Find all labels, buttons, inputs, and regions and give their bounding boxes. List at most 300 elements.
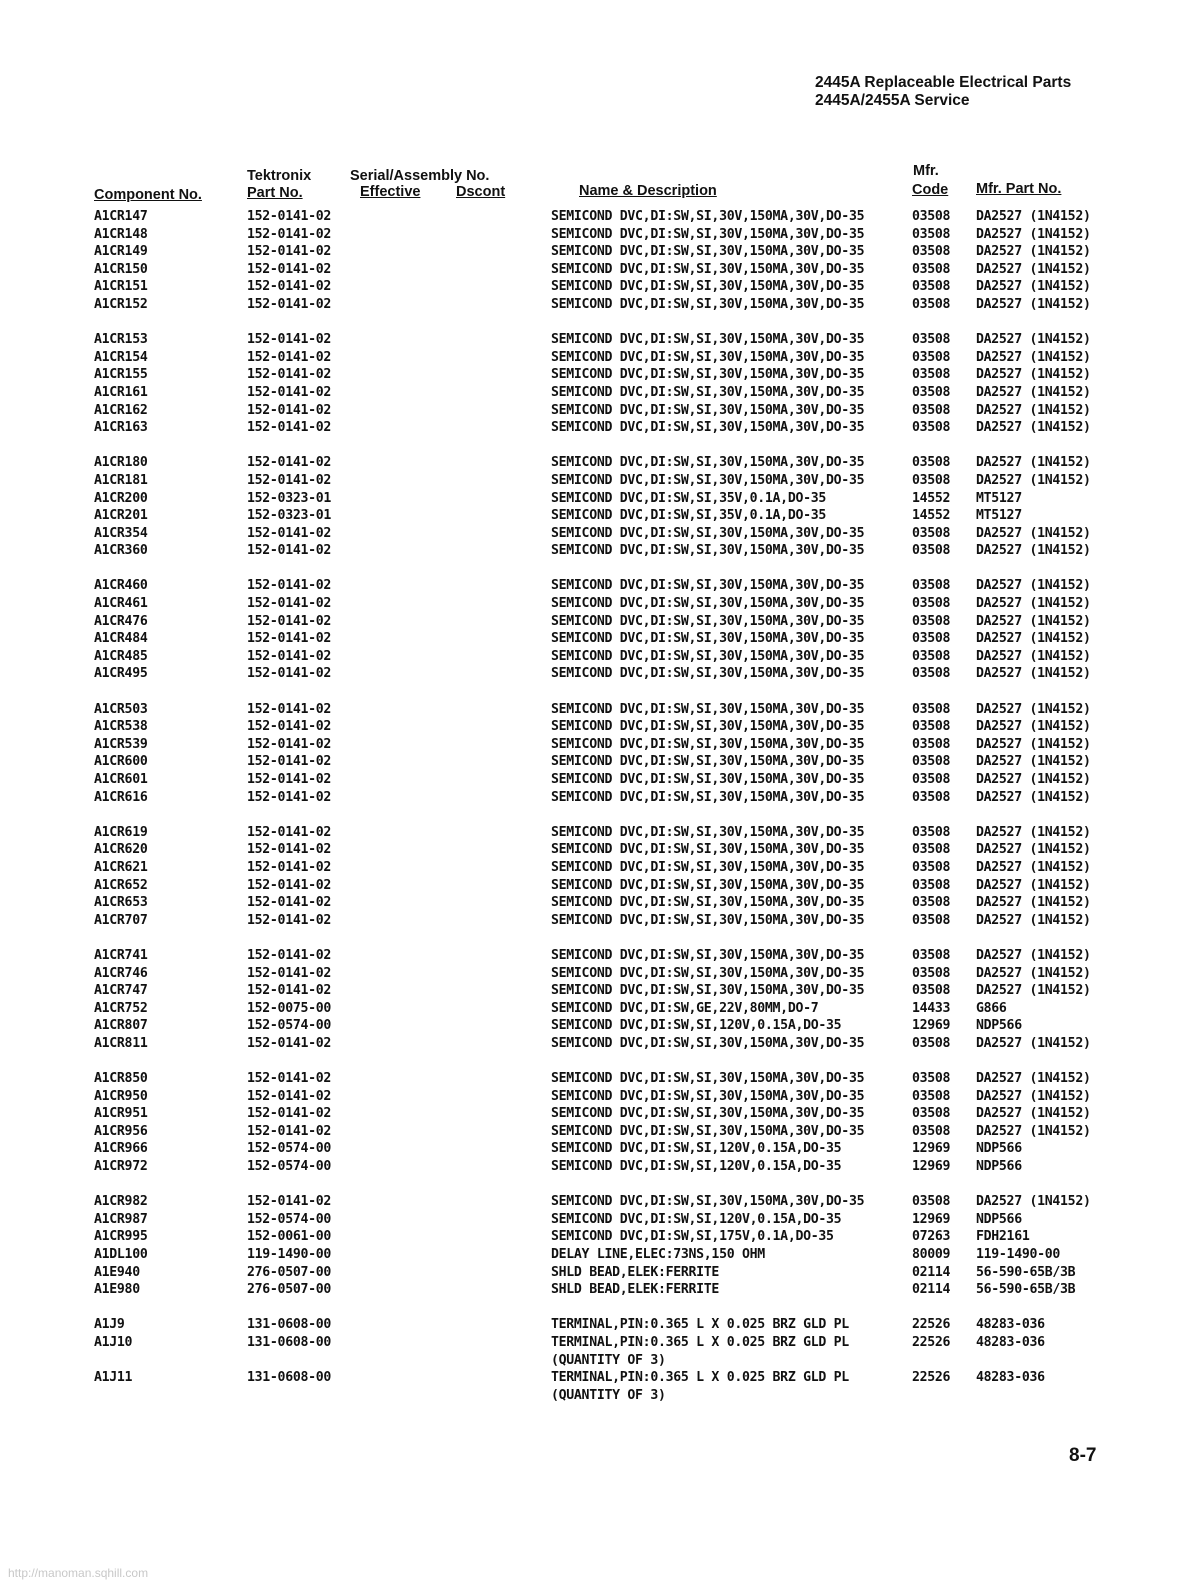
mfr-code-cell: 03508: [912, 1088, 951, 1104]
mfr-code-cell: 12969: [912, 1141, 951, 1157]
mfr-part-no-cell: NDP566: [976, 1141, 1022, 1157]
description-cell: SEMICOND DVC,DI:SW,SI,30V,150MA,30V,DO-35: [551, 965, 865, 981]
table-row: [0, 1369, 1200, 1387]
table-row: [0, 472, 1200, 490]
part-no-cell: 152-0141-02: [247, 1123, 332, 1139]
description-cell: SEMICOND DVC,DI:SW,SI,30V,150MA,30V,DO-35: [551, 578, 865, 594]
description-cell: SEMICOND DVC,DI:SW,SI,30V,150MA,30V,DO-35: [551, 543, 865, 559]
description-cell: (QUANTITY OF 3): [551, 1387, 666, 1403]
mfr-part-no-cell: 48283-036: [976, 1335, 1045, 1350]
mfr-code-cell: 03508: [912, 965, 951, 981]
table-row: [0, 1264, 1200, 1282]
table-row: [0, 226, 1200, 244]
mfr-code-cell: 03508: [912, 947, 951, 963]
part-no-cell: 152-0141-02: [247, 666, 332, 682]
description-cell: SEMICOND DVC,DI:SW,SI,30V,150MA,30V,DO-35: [551, 947, 865, 963]
component-no-cell: A1CR850: [94, 1071, 148, 1087]
description-cell: SEMICOND DVC,DI:SW,SI,30V,150MA,30V,DO-35: [551, 859, 865, 875]
mfr-code-cell: 03508: [912, 209, 951, 224]
table-row: [0, 490, 1200, 508]
part-no-cell: 152-0141-02: [247, 349, 332, 365]
description-cell: SEMICOND DVC,DI:SW,SI,30V,150MA,30V,DO-35: [551, 279, 865, 295]
mfr-part-no-cell: DA2527 (1N4152): [976, 420, 1091, 436]
parts-table: [0, 208, 1200, 1404]
mfr-code-cell: 14552: [912, 508, 951, 524]
col-part-no: Part No.: [247, 185, 303, 201]
component-no-cell: A1CR149: [94, 244, 148, 260]
table-row: [0, 331, 1200, 349]
mfr-code-cell: 22526: [912, 1335, 951, 1350]
page-header: [815, 74, 1071, 110]
mfr-code-cell: 12969: [912, 1211, 951, 1227]
mfr-code-cell: 12969: [912, 1018, 951, 1034]
component-no-cell: A1CR181: [94, 472, 148, 488]
description-cell: SEMICOND DVC,DI:SW,SI,30V,150MA,30V,DO-35: [551, 1088, 865, 1104]
table-row: [0, 1158, 1200, 1176]
mfr-code-cell: 03508: [912, 578, 951, 594]
table-row: [0, 841, 1200, 859]
description-cell: SHLD BEAD,ELEK:FERRITE: [551, 1282, 720, 1298]
description-cell: SEMICOND DVC,DI:SW,SI,30V,150MA,30V,DO-35: [551, 349, 865, 365]
component-no-cell: A1CR539: [94, 736, 148, 752]
description-cell: SEMICOND DVC,DI:SW,SI,30V,150MA,30V,DO-35: [551, 296, 865, 312]
component-no-cell: A1CR538: [94, 719, 148, 735]
row-group: [0, 208, 1200, 314]
description-cell: SEMICOND DVC,DI:SW,SI,30V,150MA,30V,DO-35: [551, 719, 865, 735]
mfr-code-cell: 03508: [912, 349, 951, 365]
col-tektronix: Tektronix: [247, 168, 312, 184]
description-cell: TERMINAL,PIN:0.365 L X 0.025 BRZ GLD PL: [551, 1335, 849, 1350]
description-cell: SEMICOND DVC,DI:SW,SI,30V,150MA,30V,DO-35: [551, 1071, 865, 1087]
component-no-cell: A1CR148: [94, 226, 148, 242]
table-row: [0, 1387, 1200, 1405]
part-no-cell: 131-0608-00: [247, 1317, 332, 1333]
mfr-part-no-cell: DA2527 (1N4152): [976, 842, 1091, 858]
part-no-cell: 152-0141-02: [247, 895, 332, 911]
mfr-code-cell: 02114: [912, 1264, 951, 1280]
mfr-part-no-cell: DA2527 (1N4152): [976, 209, 1091, 224]
part-no-cell: 152-0141-02: [247, 1088, 332, 1104]
component-no-cell: A1CR180: [94, 455, 148, 471]
mfr-code-cell: 12969: [912, 1159, 951, 1175]
mfr-part-no-cell: NDP566: [976, 1018, 1022, 1034]
part-no-cell: 152-0141-02: [247, 244, 332, 260]
mfr-code-cell: 03508: [912, 332, 951, 348]
description-cell: SEMICOND DVC,DI:SW,SI,30V,150MA,30V,DO-35: [551, 261, 865, 277]
mfr-part-no-cell: DA2527 (1N4152): [976, 824, 1091, 840]
footer-url: http://manoman.sqhill.com: [8, 1566, 149, 1580]
mfr-part-no-cell: DA2527 (1N4152): [976, 244, 1091, 260]
mfr-code-cell: 03508: [912, 596, 951, 612]
description-cell: SEMICOND DVC,DI:SW,SI,30V,150MA,30V,DO-35: [551, 877, 865, 893]
table-row: [0, 349, 1200, 367]
component-no-cell: A1CR163: [94, 420, 148, 436]
mfr-code-cell: 14433: [912, 1000, 951, 1016]
mfr-code-cell: 03508: [912, 772, 951, 787]
part-no-cell: 152-0141-02: [247, 877, 332, 893]
component-no-cell: A1CR746: [94, 965, 148, 981]
component-no-cell: A1CR972: [94, 1159, 148, 1175]
part-no-cell: 152-0141-02: [247, 947, 332, 963]
mfr-code-cell: 03508: [912, 1035, 951, 1051]
component-no-cell: A1CR162: [94, 402, 148, 418]
mfr-code-cell: 03508: [912, 736, 951, 752]
table-row: [0, 542, 1200, 560]
part-no-cell: 152-0141-02: [247, 613, 332, 629]
table-row: [0, 384, 1200, 402]
part-no-cell: 152-0141-02: [247, 965, 332, 981]
component-no-cell: A1CR150: [94, 261, 148, 277]
mfr-code-cell: 03508: [912, 367, 951, 383]
table-row: [0, 1193, 1200, 1211]
table-row: [0, 771, 1200, 789]
table-row: [0, 1017, 1200, 1035]
description-cell: SEMICOND DVC,DI:SW,SI,30V,150MA,30V,DO-35: [551, 613, 865, 629]
table-row: [0, 278, 1200, 296]
part-no-cell: 152-0141-02: [247, 772, 332, 787]
description-cell: SEMICOND DVC,DI:SW,SI,30V,150MA,30V,DO-35: [551, 631, 865, 647]
mfr-part-no-cell: DA2527 (1N4152): [976, 877, 1091, 893]
part-no-cell: 152-0574-00: [247, 1141, 332, 1157]
mfr-part-no-cell: DA2527 (1N4152): [976, 965, 1091, 981]
mfr-part-no-cell: MT5127: [976, 508, 1022, 524]
description-cell: SEMICOND DVC,DI:SW,SI,30V,150MA,30V,DO-35: [551, 420, 865, 436]
mfr-part-no-cell: DA2527 (1N4152): [976, 472, 1091, 488]
part-no-cell: 152-0141-02: [247, 736, 332, 752]
mfr-part-no-cell: DA2527 (1N4152): [976, 666, 1091, 682]
part-no-cell: 152-0141-02: [247, 1071, 332, 1087]
mfr-part-no-cell: DA2527 (1N4152): [976, 578, 1091, 594]
row-group: [0, 1070, 1200, 1176]
mfr-code-cell: 03508: [912, 701, 951, 717]
table-row: [0, 912, 1200, 930]
mfr-part-no-cell: DA2527 (1N4152): [976, 701, 1091, 717]
col-mfr-part-no: Mfr. Part No.: [976, 181, 1062, 197]
col-effective: Effective: [360, 184, 421, 200]
table-row: [0, 1070, 1200, 1088]
component-no-cell: A1CR485: [94, 648, 148, 664]
component-no-cell: A1CR807: [94, 1018, 148, 1034]
mfr-code-cell: 03508: [912, 842, 951, 858]
part-no-cell: 152-0574-00: [247, 1159, 332, 1175]
col-dscont: Dscont: [456, 184, 506, 200]
mfr-code-cell: 22526: [912, 1370, 951, 1386]
table-row: [0, 1352, 1200, 1370]
mfr-part-no-cell: DA2527 (1N4152): [976, 1194, 1091, 1210]
component-no-cell: A1CR360: [94, 543, 148, 559]
table-row: [0, 789, 1200, 807]
table-row: [0, 1000, 1200, 1018]
component-no-cell: A1CR200: [94, 490, 148, 506]
mfr-code-cell: 07263: [912, 1229, 951, 1245]
mfr-code-cell: 03508: [912, 1106, 951, 1122]
mfr-part-no-cell: DA2527 (1N4152): [976, 1106, 1091, 1122]
description-cell: SEMICOND DVC,DI:SW,SI,30V,150MA,30V,DO-35: [551, 332, 865, 348]
component-no-cell: A1CR601: [94, 772, 148, 787]
component-no-cell: A1CR461: [94, 596, 148, 612]
mfr-code-cell: 03508: [912, 472, 951, 488]
table-row: [0, 877, 1200, 895]
mfr-code-cell: 03508: [912, 613, 951, 629]
description-cell: SEMICOND DVC,DI:SW,SI,175V,0.1A,DO-35: [551, 1229, 834, 1245]
table-row: [0, 1246, 1200, 1264]
mfr-part-no-cell: DA2527 (1N4152): [976, 226, 1091, 242]
table-row: [0, 718, 1200, 736]
description-cell: SEMICOND DVC,DI:SW,SI,30V,150MA,30V,DO-35: [551, 472, 865, 488]
component-no-cell: A1CR616: [94, 789, 148, 805]
mfr-code-cell: 03508: [912, 296, 951, 312]
table-row: [0, 982, 1200, 1000]
mfr-part-no-cell: DA2527 (1N4152): [976, 296, 1091, 312]
component-no-cell: A1CR460: [94, 578, 148, 594]
part-no-cell: 152-0141-02: [247, 1106, 332, 1122]
mfr-part-no-cell: DA2527 (1N4152): [976, 983, 1091, 999]
part-no-cell: 152-0141-02: [247, 648, 332, 664]
mfr-part-no-cell: DA2527 (1N4152): [976, 402, 1091, 418]
table-row: [0, 859, 1200, 877]
component-no-cell: A1CR147: [94, 209, 148, 224]
mfr-code-cell: 03508: [912, 789, 951, 805]
part-no-cell: 152-0141-02: [247, 455, 332, 471]
description-cell: SEMICOND DVC,DI:SW,SI,30V,150MA,30V,DO-35: [551, 648, 865, 664]
part-no-cell: 152-0141-02: [247, 824, 332, 840]
mfr-part-no-cell: 48283-036: [976, 1370, 1045, 1386]
component-no-cell: A1CR951: [94, 1106, 148, 1122]
component-no-cell: A1CR653: [94, 895, 148, 911]
component-no-cell: A1DL100: [94, 1247, 148, 1263]
mfr-code-cell: 03508: [912, 912, 951, 928]
component-no-cell: A1CR476: [94, 613, 148, 629]
description-cell: SEMICOND DVC,DI:SW,SI,30V,150MA,30V,DO-35: [551, 754, 865, 770]
component-no-cell: A1CR153: [94, 332, 148, 348]
page-number: 8-7: [1069, 1445, 1097, 1466]
part-no-cell: 152-0141-02: [247, 525, 332, 541]
mfr-code-cell: 03508: [912, 666, 951, 682]
table-row: [0, 525, 1200, 543]
mfr-part-no-cell: DA2527 (1N4152): [976, 1071, 1091, 1087]
part-no-cell: 152-0141-02: [247, 472, 332, 488]
mfr-code-cell: 03508: [912, 1123, 951, 1139]
component-no-cell: A1CR987: [94, 1211, 148, 1227]
component-no-cell: A1CR652: [94, 877, 148, 893]
mfr-part-no-cell: DA2527 (1N4152): [976, 613, 1091, 629]
mfr-part-no-cell: 119-1490-00: [976, 1247, 1061, 1263]
table-row: [0, 1334, 1200, 1352]
part-no-cell: 119-1490-00: [247, 1247, 332, 1263]
table-row: [0, 824, 1200, 842]
description-cell: SEMICOND DVC,DI:SW,SI,30V,150MA,30V,DO-35: [551, 226, 865, 242]
description-cell: SEMICOND DVC,DI:SW,SI,30V,150MA,30V,DO-35: [551, 1123, 865, 1139]
part-no-cell: 152-0141-02: [247, 402, 332, 418]
part-no-cell: 152-0061-00: [247, 1229, 332, 1245]
part-no-cell: 152-0323-01: [247, 508, 332, 524]
table-row: [0, 1088, 1200, 1106]
component-no-cell: A1J9: [94, 1317, 125, 1333]
description-cell: SEMICOND DVC,DI:SW,SI,30V,150MA,30V,DO-35: [551, 596, 865, 612]
mfr-code-cell: 03508: [912, 983, 951, 999]
col-code: Code: [912, 182, 949, 198]
part-no-cell: 152-0141-02: [247, 226, 332, 242]
mfr-part-no-cell: DA2527 (1N4152): [976, 736, 1091, 752]
component-no-cell: A1CR811: [94, 1035, 148, 1051]
component-no-cell: A1CR747: [94, 983, 148, 999]
mfr-code-cell: 03508: [912, 719, 951, 735]
mfr-part-no-cell: DA2527 (1N4152): [976, 1035, 1091, 1051]
mfr-code-cell: 80009: [912, 1247, 951, 1263]
description-cell: SEMICOND DVC,DI:SW,SI,30V,150MA,30V,DO-35: [551, 209, 865, 224]
table-row: [0, 1035, 1200, 1053]
mfr-part-no-cell: 56-590-65B/3B: [976, 1264, 1076, 1280]
mfr-code-cell: 14552: [912, 490, 951, 506]
mfr-code-cell: 03508: [912, 384, 951, 400]
part-no-cell: 152-0141-02: [247, 701, 332, 717]
part-no-cell: 152-0141-02: [247, 842, 332, 858]
row-group: [0, 947, 1200, 1053]
mfr-part-no-cell: DA2527 (1N4152): [976, 279, 1091, 295]
description-cell: SEMICOND DVC,DI:SW,SI,35V,0.1A,DO-35: [551, 490, 827, 506]
mfr-part-no-cell: DA2527 (1N4152): [976, 1123, 1091, 1139]
mfr-part-no-cell: DA2527 (1N4152): [976, 349, 1091, 365]
table-row: [0, 243, 1200, 261]
part-no-cell: 131-0608-00: [247, 1370, 332, 1386]
description-cell: SEMICOND DVC,DI:SW,SI,30V,150MA,30V,DO-35: [551, 1035, 865, 1051]
component-no-cell: A1CR484: [94, 631, 148, 647]
component-no-cell: A1CR152: [94, 296, 148, 312]
mfr-part-no-cell: FDH2161: [976, 1229, 1030, 1245]
col-serial-assembly: Serial/Assembly No.: [350, 168, 490, 184]
mfr-code-cell: 03508: [912, 525, 951, 541]
component-no-cell: A1CR741: [94, 947, 148, 963]
description-cell: SEMICOND DVC,DI:SW,SI,30V,150MA,30V,DO-35: [551, 455, 865, 471]
description-cell: SEMICOND DVC,DI:SW,GE,22V,80MM,DO-7: [551, 1000, 819, 1016]
row-group: [0, 1316, 1200, 1404]
mfr-code-cell: 03508: [912, 455, 951, 471]
mfr-code-cell: 03508: [912, 402, 951, 418]
table-row: [0, 1105, 1200, 1123]
row-group: [0, 331, 1200, 437]
description-cell: SEMICOND DVC,DI:SW,SI,30V,150MA,30V,DO-35: [551, 701, 865, 717]
part-no-cell: 152-0141-02: [247, 983, 332, 999]
row-group: [0, 1193, 1200, 1299]
header-title: 2445A Replaceable Electrical Parts: [815, 74, 1072, 91]
col-mfr: Mfr.: [913, 163, 939, 179]
description-cell: SEMICOND DVC,DI:SW,SI,30V,150MA,30V,DO-35: [551, 895, 865, 911]
row-group: [0, 824, 1200, 930]
table-row: [0, 419, 1200, 437]
part-no-cell: 152-0141-02: [247, 296, 332, 312]
part-no-cell: 152-0141-02: [247, 859, 332, 875]
row-group: [0, 577, 1200, 683]
part-no-cell: 152-0141-02: [247, 209, 332, 224]
description-cell: SEMICOND DVC,DI:SW,SI,30V,150MA,30V,DO-35: [551, 384, 865, 400]
col-component-no: Component No.: [94, 187, 202, 203]
table-row: [0, 208, 1200, 226]
mfr-part-no-cell: DA2527 (1N4152): [976, 947, 1091, 963]
mfr-part-no-cell: NDP566: [976, 1211, 1022, 1227]
part-no-cell: 152-0141-02: [247, 261, 332, 277]
description-cell: SEMICOND DVC,DI:SW,SI,30V,150MA,30V,DO-35: [551, 244, 865, 260]
table-row: [0, 366, 1200, 384]
mfr-code-cell: 03508: [912, 754, 951, 770]
component-no-cell: A1CR621: [94, 859, 148, 875]
mfr-part-no-cell: 56-590-65B/3B: [976, 1282, 1076, 1298]
description-cell: SEMICOND DVC,DI:SW,SI,120V,0.15A,DO-35: [551, 1211, 842, 1227]
mfr-part-no-cell: NDP566: [976, 1159, 1022, 1175]
description-cell: SEMICOND DVC,DI:SW,SI,120V,0.15A,DO-35: [551, 1141, 842, 1157]
mfr-code-cell: 03508: [912, 631, 951, 647]
part-no-cell: 276-0507-00: [247, 1264, 332, 1280]
part-no-cell: 152-0141-02: [247, 596, 332, 612]
description-cell: SEMICOND DVC,DI:SW,SI,30V,150MA,30V,DO-35: [551, 1106, 865, 1122]
description-cell: SEMICOND DVC,DI:SW,SI,120V,0.15A,DO-35: [551, 1018, 842, 1034]
table-row: [0, 753, 1200, 771]
component-no-cell: A1CR956: [94, 1123, 148, 1139]
mfr-part-no-cell: DA2527 (1N4152): [976, 367, 1091, 383]
table-row: [0, 296, 1200, 314]
description-cell: SEMICOND DVC,DI:SW,SI,30V,150MA,30V,DO-35: [551, 912, 865, 928]
mfr-part-no-cell: DA2527 (1N4152): [976, 859, 1091, 875]
description-cell: SEMICOND DVC,DI:SW,SI,30V,150MA,30V,DO-35: [551, 666, 865, 682]
component-no-cell: A1CR982: [94, 1194, 148, 1210]
description-cell: SEMICOND DVC,DI:SW,SI,30V,150MA,30V,DO-35: [551, 983, 865, 999]
table-row: [0, 613, 1200, 631]
mfr-code-cell: 02114: [912, 1282, 951, 1298]
mfr-code-cell: 03508: [912, 877, 951, 893]
mfr-part-no-cell: DA2527 (1N4152): [976, 719, 1091, 735]
part-no-cell: 152-0141-02: [247, 367, 332, 383]
component-no-cell: A1J11: [94, 1370, 133, 1386]
mfr-part-no-cell: DA2527 (1N4152): [976, 754, 1091, 770]
table-row: [0, 1281, 1200, 1299]
table-row: [0, 454, 1200, 472]
mfr-code-cell: 03508: [912, 244, 951, 260]
table-row: [0, 965, 1200, 983]
component-no-cell: A1CR707: [94, 912, 148, 928]
mfr-code-cell: 03508: [912, 895, 951, 911]
mfr-part-no-cell: DA2527 (1N4152): [976, 332, 1091, 348]
part-no-cell: 152-0141-02: [247, 578, 332, 594]
table-row: [0, 577, 1200, 595]
component-no-cell: A1E980: [94, 1282, 140, 1298]
table-row: [0, 1123, 1200, 1141]
component-no-cell: A1CR354: [94, 525, 148, 541]
col-name-description: Name & Description: [579, 183, 717, 199]
table-row: [0, 507, 1200, 525]
table-row: [0, 630, 1200, 648]
description-cell: SEMICOND DVC,DI:SW,SI,35V,0.1A,DO-35: [551, 508, 827, 524]
description-cell: SEMICOND DVC,DI:SW,SI,30V,150MA,30V,DO-35: [551, 402, 865, 418]
component-no-cell: A1CR966: [94, 1141, 148, 1157]
part-no-cell: 152-0574-00: [247, 1018, 332, 1034]
mfr-part-no-cell: G866: [976, 1000, 1007, 1016]
mfr-part-no-cell: DA2527 (1N4152): [976, 455, 1091, 471]
table-row: [0, 894, 1200, 912]
description-cell: SEMICOND DVC,DI:SW,SI,120V,0.15A,DO-35: [551, 1159, 842, 1175]
mfr-code-cell: 03508: [912, 1071, 951, 1087]
table-row: [0, 261, 1200, 279]
component-no-cell: A1CR600: [94, 754, 148, 770]
part-no-cell: 152-0075-00: [247, 1000, 332, 1016]
description-cell: SEMICOND DVC,DI:SW,SI,30V,150MA,30V,DO-35: [551, 824, 865, 840]
component-no-cell: A1CR154: [94, 349, 148, 365]
part-no-cell: 152-0141-02: [247, 789, 332, 805]
mfr-part-no-cell: DA2527 (1N4152): [976, 631, 1091, 647]
part-no-cell: 276-0507-00: [247, 1282, 332, 1298]
part-no-cell: 152-0141-02: [247, 631, 332, 647]
mfr-part-no-cell: DA2527 (1N4152): [976, 772, 1091, 787]
table-row: [0, 1316, 1200, 1334]
part-no-cell: 152-0141-02: [247, 332, 332, 348]
